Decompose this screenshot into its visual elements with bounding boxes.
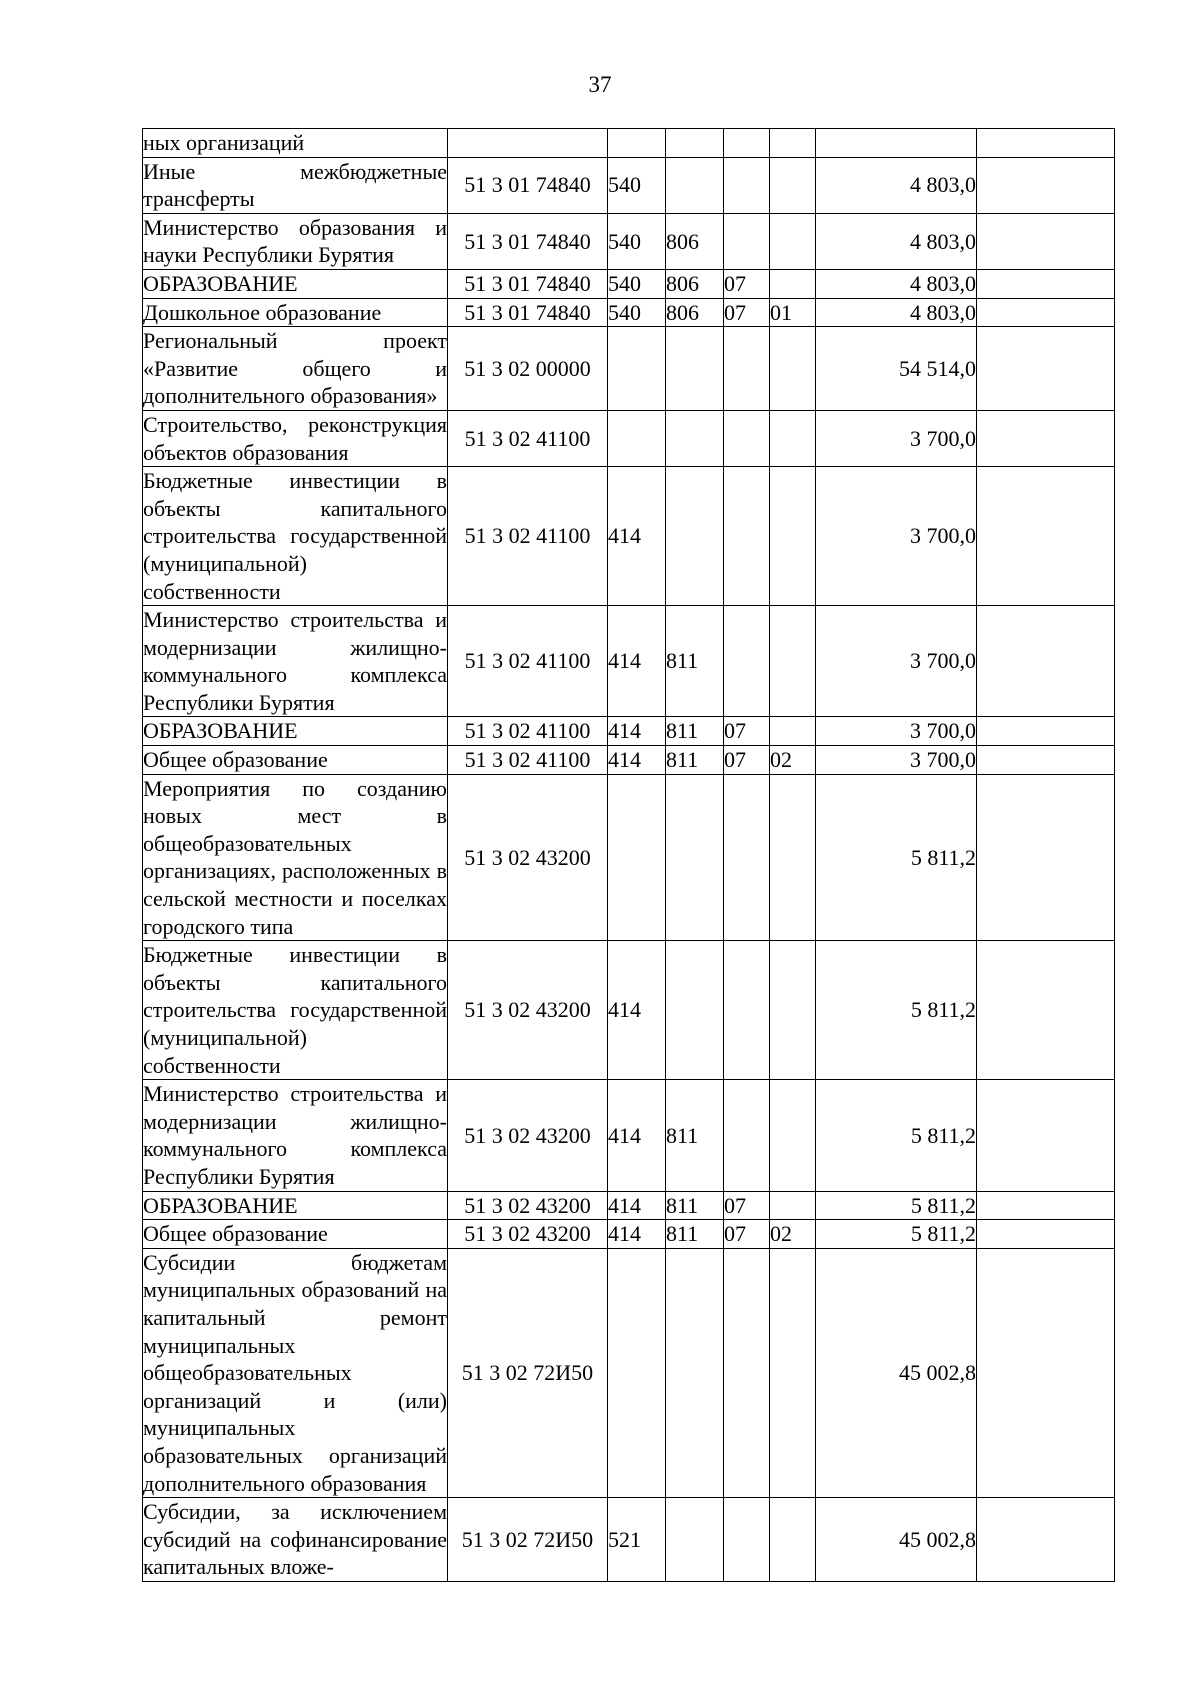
target-article-code-cell: 51 3 02 43200: [448, 1080, 608, 1191]
amount-cell: 45 002,8: [816, 1248, 977, 1497]
subsection-code-cell: [770, 1191, 816, 1220]
amount-cell: 4 803,0: [816, 213, 977, 269]
target-article-code-cell: 51 3 01 74840: [448, 157, 608, 213]
subsection-code-cell: [770, 327, 816, 411]
extra-cell: [977, 1220, 1115, 1249]
expense-type-cell: [608, 1248, 666, 1497]
extra-cell: [977, 606, 1115, 717]
table-row: [143, 327, 1115, 411]
target-article-code-cell: 51 3 02 41100: [448, 410, 608, 466]
subsection-code-cell: [770, 606, 816, 717]
table-row: [143, 410, 1115, 466]
subsection-code-cell: [770, 1248, 816, 1497]
amount-cell: 4 803,0: [816, 269, 977, 298]
target-article-code-cell: 51 3 01 74840: [448, 298, 608, 327]
row-name-cell: Региональный проект «Развитие общего и дополнительного образования»: [143, 327, 448, 411]
amount-cell: 5 811,2: [816, 774, 977, 941]
target-article-code-cell: 51 3 01 74840: [448, 213, 608, 269]
amount-cell: 4 803,0: [816, 298, 977, 327]
subsection-code-cell: [770, 129, 816, 158]
table-row: [143, 1191, 1115, 1220]
expense-type-cell: 414: [608, 717, 666, 746]
section-code-cell: 07: [724, 1191, 770, 1220]
amount-cell: 5 811,2: [816, 1191, 977, 1220]
table-row: [143, 1080, 1115, 1191]
table-row: [143, 1220, 1115, 1249]
target-article-code-cell: 51 3 02 41100: [448, 606, 608, 717]
target-article-code-cell: 51 3 02 43200: [448, 774, 608, 941]
expense-type-cell: 540: [608, 213, 666, 269]
target-article-code-cell: 51 3 02 41100: [448, 717, 608, 746]
amount-cell: [816, 129, 977, 158]
table-row: [143, 746, 1115, 775]
extra-cell: [977, 298, 1115, 327]
extra-cell: [977, 1080, 1115, 1191]
target-article-code-cell: 51 3 02 00000: [448, 327, 608, 411]
table-row: [143, 298, 1115, 327]
ministry-code-cell: [666, 129, 724, 158]
row-name-cell: Строительство, реконструкция объектов образования: [143, 410, 448, 466]
amount-cell: 5 811,2: [816, 1220, 977, 1249]
section-code-cell: [724, 129, 770, 158]
ministry-code-cell: 806: [666, 213, 724, 269]
ministry-code-cell: 811: [666, 1191, 724, 1220]
section-code-cell: [724, 606, 770, 717]
section-code-cell: [724, 467, 770, 606]
row-name-cell: Субсидии, за исключением субсидий на софинансирование капитальных вложе-: [143, 1498, 448, 1582]
section-code-cell: [724, 213, 770, 269]
subsection-code-cell: [770, 1498, 816, 1582]
amount-cell: 3 700,0: [816, 746, 977, 775]
target-article-code-cell: 51 3 02 43200: [448, 1191, 608, 1220]
row-name-cell: Министерство строительства и модернизации жилищно-коммунального комплекса Республики Бурятия: [143, 1080, 448, 1191]
table-row: [143, 606, 1115, 717]
subsection-code-cell: [770, 774, 816, 941]
row-name-cell: Субсидии бюджетам муниципальных образований на капитальный ремонт муниципальных общеобразовательных организаций и (или) муниципальных образовательных организаций дополнительного образования: [143, 1248, 448, 1497]
subsection-code-cell: [770, 157, 816, 213]
row-name-cell: Министерство строительства и модернизации жилищно-коммунального комплекса Республики Бурятия: [143, 606, 448, 717]
row-name-cell: ОБРАЗОВАНИЕ: [143, 269, 448, 298]
expense-type-cell: 414: [608, 467, 666, 606]
subsection-code-cell: [770, 717, 816, 746]
target-article-code-cell: 51 3 02 41100: [448, 746, 608, 775]
table-row: [143, 269, 1115, 298]
ministry-code-cell: 811: [666, 746, 724, 775]
target-article-code-cell: 51 3 02 43200: [448, 941, 608, 1080]
subsection-code-cell: 02: [770, 746, 816, 775]
amount-cell: 3 700,0: [816, 717, 977, 746]
ministry-code-cell: 811: [666, 1080, 724, 1191]
table-row: [143, 129, 1115, 158]
subsection-code-cell: [770, 1080, 816, 1191]
section-code-cell: [724, 941, 770, 1080]
target-article-code-cell: 51 3 01 74840: [448, 269, 608, 298]
expense-type-cell: 414: [608, 941, 666, 1080]
extra-cell: [977, 746, 1115, 775]
ministry-code-cell: 811: [666, 717, 724, 746]
subsection-code-cell: 01: [770, 298, 816, 327]
extra-cell: [977, 410, 1115, 466]
row-name-cell: Мероприятия по созданию новых мест в общеобразовательных организациях, расположенных в сельской местности и поселках городского типа: [143, 774, 448, 941]
target-article-code-cell: 51 3 02 72И50: [448, 1248, 608, 1497]
ministry-code-cell: 806: [666, 298, 724, 327]
expense-type-cell: 414: [608, 1191, 666, 1220]
section-code-cell: 07: [724, 298, 770, 327]
subsection-code-cell: [770, 213, 816, 269]
row-name-cell: ных организаций: [143, 129, 448, 158]
expense-type-cell: 414: [608, 606, 666, 717]
section-code-cell: [724, 1080, 770, 1191]
ministry-code-cell: 811: [666, 1220, 724, 1249]
subsection-code-cell: [770, 410, 816, 466]
table-row: [143, 1248, 1115, 1497]
ministry-code-cell: 811: [666, 606, 724, 717]
amount-cell: 5 811,2: [816, 941, 977, 1080]
expense-type-cell: 540: [608, 298, 666, 327]
target-article-code-cell: 51 3 02 41100: [448, 467, 608, 606]
budget-table: [142, 128, 1115, 1582]
ministry-code-cell: [666, 327, 724, 411]
amount-cell: 45 002,8: [816, 1498, 977, 1582]
ministry-code-cell: [666, 774, 724, 941]
extra-cell: [977, 129, 1115, 158]
target-article-code-cell: 51 3 02 43200: [448, 1220, 608, 1249]
amount-cell: 3 700,0: [816, 606, 977, 717]
ministry-code-cell: [666, 467, 724, 606]
subsection-code-cell: [770, 941, 816, 1080]
target-article-code-cell: 51 3 02 72И50: [448, 1498, 608, 1582]
ministry-code-cell: [666, 941, 724, 1080]
amount-cell: 54 514,0: [816, 327, 977, 411]
extra-cell: [977, 941, 1115, 1080]
extra-cell: [977, 269, 1115, 298]
amount-cell: 3 700,0: [816, 410, 977, 466]
section-code-cell: [724, 1248, 770, 1497]
target-article-code-cell: [448, 129, 608, 158]
ministry-code-cell: [666, 1248, 724, 1497]
section-code-cell: 07: [724, 717, 770, 746]
expense-type-cell: 414: [608, 746, 666, 775]
row-name-cell: Общее образование: [143, 746, 448, 775]
extra-cell: [977, 213, 1115, 269]
table-row: [143, 774, 1115, 941]
section-code-cell: [724, 410, 770, 466]
row-name-cell: Бюджетные инвестиции в объекты капитального строительства государственной (муниципальной) собственности: [143, 941, 448, 1080]
ministry-code-cell: 806: [666, 269, 724, 298]
section-code-cell: 07: [724, 746, 770, 775]
page-number: 37: [588, 72, 612, 97]
subsection-code-cell: 02: [770, 1220, 816, 1249]
row-name-cell: Министерство образования и науки Республики Бурятия: [143, 213, 448, 269]
extra-cell: [977, 1248, 1115, 1497]
extra-cell: [977, 157, 1115, 213]
amount-cell: 3 700,0: [816, 467, 977, 606]
expense-type-cell: 540: [608, 157, 666, 213]
row-name-cell: Бюджетные инвестиции в объекты капитального строительства государственной (муниципальной) собственности: [143, 467, 448, 606]
amount-cell: 5 811,2: [816, 1080, 977, 1191]
ministry-code-cell: [666, 157, 724, 213]
expense-type-cell: [608, 410, 666, 466]
expense-type-cell: [608, 327, 666, 411]
row-name-cell: Иные межбюджетные трансферты: [143, 157, 448, 213]
extra-cell: [977, 1498, 1115, 1582]
section-code-cell: 07: [724, 269, 770, 298]
extra-cell: [977, 774, 1115, 941]
table-row: [143, 717, 1115, 746]
ministry-code-cell: [666, 410, 724, 466]
amount-cell: 4 803,0: [816, 157, 977, 213]
extra-cell: [977, 327, 1115, 411]
section-code-cell: 07: [724, 1220, 770, 1249]
section-code-cell: [724, 1498, 770, 1582]
table-row: [143, 941, 1115, 1080]
extra-cell: [977, 1191, 1115, 1220]
section-code-cell: [724, 774, 770, 941]
table-row: [143, 467, 1115, 606]
expense-type-cell: [608, 129, 666, 158]
expense-type-cell: 414: [608, 1220, 666, 1249]
expense-type-cell: 521: [608, 1498, 666, 1582]
table-row: [143, 1498, 1115, 1582]
expense-type-cell: 540: [608, 269, 666, 298]
extra-cell: [977, 717, 1115, 746]
ministry-code-cell: [666, 1498, 724, 1582]
row-name-cell: Общее образование: [143, 1220, 448, 1249]
table-row: [143, 213, 1115, 269]
row-name-cell: ОБРАЗОВАНИЕ: [143, 717, 448, 746]
subsection-code-cell: [770, 467, 816, 606]
expense-type-cell: 414: [608, 1080, 666, 1191]
row-name-cell: ОБРАЗОВАНИЕ: [143, 1191, 448, 1220]
section-code-cell: [724, 327, 770, 411]
expense-type-cell: [608, 774, 666, 941]
extra-cell: [977, 467, 1115, 606]
row-name-cell: Дошкольное образование: [143, 298, 448, 327]
table-row: [143, 157, 1115, 213]
subsection-code-cell: [770, 269, 816, 298]
section-code-cell: [724, 157, 770, 213]
